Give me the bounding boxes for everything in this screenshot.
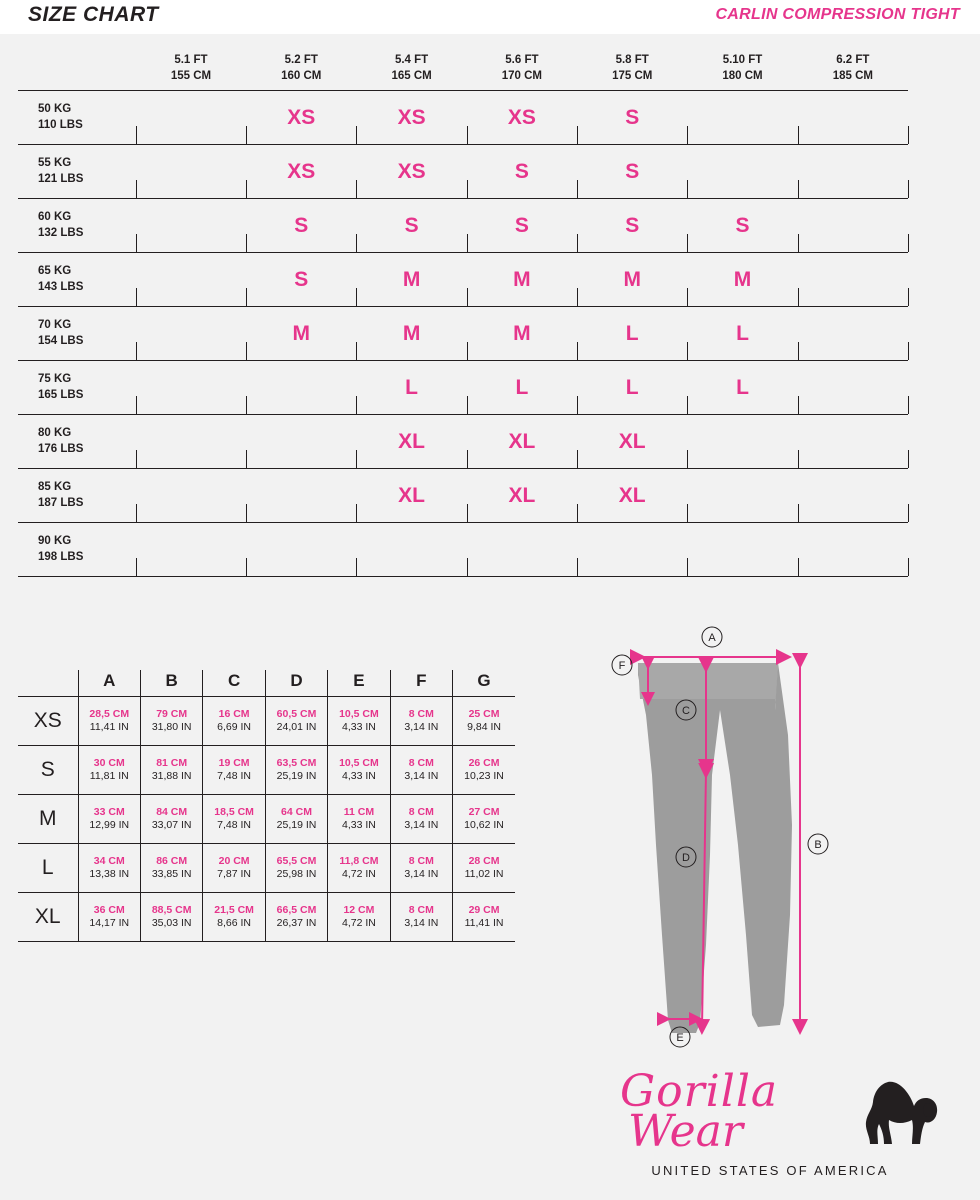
size-grid-body xyxy=(18,91,908,577)
size-grid-cell: M xyxy=(246,307,356,361)
measurement-inch: 11,81 IN xyxy=(89,770,129,782)
measurement-cell xyxy=(140,893,202,942)
size-grid-cell xyxy=(687,91,797,145)
measurement-cm: 18,5 CM xyxy=(214,805,254,818)
row-label-lbs: 165 LBS xyxy=(38,388,84,401)
measurement-body xyxy=(18,697,515,942)
size-grid-cell xyxy=(136,307,246,361)
size-grid-cell: S xyxy=(577,145,687,199)
column-header-feet: 5.8 FT xyxy=(615,54,649,66)
measurement-cell xyxy=(453,697,515,746)
size-grid-cell: L xyxy=(687,361,797,415)
measurement-cell xyxy=(453,844,515,893)
measurement-cm: 60,5 CM xyxy=(276,707,317,720)
measurement-column-header: G xyxy=(453,670,515,697)
measurement-inch: 10,23 IN xyxy=(464,770,504,782)
measurement-inch: 7,48 IN xyxy=(217,819,252,831)
measurement-cell xyxy=(203,893,265,942)
size-grid-cell: M xyxy=(356,307,466,361)
measurement-inch: 3,14 IN xyxy=(404,721,439,733)
size-grid-cell xyxy=(687,523,797,577)
table-row xyxy=(18,523,908,577)
measurement-cell xyxy=(390,697,452,746)
measurement-size-label: XL xyxy=(18,893,78,942)
diagram-label-A: A xyxy=(708,632,716,644)
measurement-cm: 29 CM xyxy=(468,903,500,916)
size-grid-column-header xyxy=(798,52,908,91)
column-header-feet: 5.2 FT xyxy=(284,54,318,66)
measurement-inch: 7,48 IN xyxy=(217,770,252,782)
row-label-lbs: 110 LBS xyxy=(38,118,83,131)
measurement-cm: 86 CM xyxy=(156,854,188,867)
measurement-cell xyxy=(203,746,265,795)
garment-diagram xyxy=(560,615,960,1075)
size-grid-cell xyxy=(798,523,908,577)
measurement-inch: 25,98 IN xyxy=(276,868,317,880)
measurement-cm: 88,5 CM xyxy=(151,903,192,916)
size-grid-cell: S xyxy=(246,253,356,307)
column-header-cm: 185 CM xyxy=(832,69,873,82)
row-label-lbs: 154 LBS xyxy=(38,334,84,347)
size-grid-cell: XS xyxy=(356,91,466,145)
measurement-inch: 11,02 IN xyxy=(464,868,504,880)
size-grid-row-label xyxy=(18,253,136,307)
size-grid-cell: XS xyxy=(246,145,356,199)
size-grid-cell xyxy=(798,253,908,307)
measurement-size-label: M xyxy=(18,795,78,844)
measurement-cell xyxy=(78,844,140,893)
size-grid-cell: XL xyxy=(577,415,687,469)
measurement-inch: 25,19 IN xyxy=(276,819,317,831)
size-grid-cell: XL xyxy=(577,469,687,523)
size-grid-cell xyxy=(798,199,908,253)
measurement-inch: 4,72 IN xyxy=(342,868,376,880)
measurement-inch: 11,41 IN xyxy=(89,721,129,733)
diagram-label-B: B xyxy=(814,839,822,851)
size-grid-cell: S xyxy=(577,199,687,253)
measurement-inch: 33,07 IN xyxy=(151,819,192,831)
size-grid-cell: M xyxy=(577,253,687,307)
measurement-cell xyxy=(140,844,202,893)
row-label-lbs: 121 LBS xyxy=(38,172,84,185)
grid-corner xyxy=(18,52,136,91)
measurement-column-header: C xyxy=(203,670,265,697)
size-grid-row-label xyxy=(18,361,136,415)
measurement-cm: 8 CM xyxy=(408,805,434,818)
logo-script-text xyxy=(620,1066,779,1158)
table-row xyxy=(18,415,908,469)
size-grid-cell: L xyxy=(577,361,687,415)
table-row xyxy=(18,361,908,415)
measurement-cm: 16 CM xyxy=(218,707,250,720)
measurement-table xyxy=(18,670,515,942)
measurement-cm: 27 CM xyxy=(468,805,500,818)
measurement-corner xyxy=(18,670,78,697)
size-grid-cell: XL xyxy=(356,469,466,523)
table-row xyxy=(18,697,515,746)
measurement-inch: 3,14 IN xyxy=(404,770,439,782)
measurement-cell xyxy=(390,795,452,844)
measurement-cm: 26 CM xyxy=(468,756,500,769)
size-grid-cell: S xyxy=(356,199,466,253)
size-grid-column-header xyxy=(577,52,687,91)
measurement-cm: 36 CM xyxy=(93,903,125,916)
product-name: CARLIN COMPRESSION TIGHT xyxy=(715,6,960,23)
measurement-cell xyxy=(328,746,390,795)
column-header-cm: 175 CM xyxy=(612,69,653,82)
size-grid-cell xyxy=(136,91,246,145)
size-grid-cell xyxy=(577,523,687,577)
size-grid-cell: XL xyxy=(467,415,577,469)
measurement-inch: 3,14 IN xyxy=(404,917,439,929)
measurement-inch: 3,14 IN xyxy=(404,868,439,880)
measurement-cm: 10,5 CM xyxy=(339,756,379,769)
table-row xyxy=(18,253,908,307)
measurement-inch: 6,69 IN xyxy=(217,721,252,733)
measurement-cell xyxy=(390,893,452,942)
measurement-cell xyxy=(140,697,202,746)
size-grid-cell xyxy=(798,145,908,199)
table-row xyxy=(18,199,908,253)
measurement-cm: 8 CM xyxy=(408,756,434,769)
column-header-feet: 5.4 FT xyxy=(394,54,429,66)
logo-line-2: Wear xyxy=(628,1106,743,1158)
size-grid-cell: XL xyxy=(467,469,577,523)
measurement-size-label: S xyxy=(18,746,78,795)
row-label-kg: 55 KG xyxy=(38,157,72,170)
size-grid-cell: M xyxy=(687,253,797,307)
measurement-cm: 28 CM xyxy=(468,854,500,867)
size-grid-cell xyxy=(687,415,797,469)
diagram-label-E: E xyxy=(676,1032,684,1044)
size-grid-cell xyxy=(136,199,246,253)
size-grid-cell xyxy=(467,523,577,577)
row-label-kg: 60 KG xyxy=(38,211,72,224)
row-label-kg: 85 KG xyxy=(38,481,72,494)
table-row xyxy=(18,91,908,145)
brand-logo xyxy=(620,1066,950,1182)
table-row xyxy=(18,795,515,844)
size-grid-cell xyxy=(246,469,356,523)
size-grid-cell xyxy=(136,145,246,199)
row-label-kg: 65 KG xyxy=(38,265,72,278)
size-grid-cell xyxy=(687,469,797,523)
measurement-column-header: B xyxy=(140,670,202,697)
measurement-cell xyxy=(453,893,515,942)
measurement-cm: 10,5 CM xyxy=(339,707,379,720)
measurement-cell xyxy=(78,795,140,844)
measurement-cell xyxy=(328,795,390,844)
diagram-label-F: F xyxy=(618,660,626,672)
table-row xyxy=(18,307,908,361)
measurement-cm: 25 CM xyxy=(468,707,500,720)
measurement-cm: 65,5 CM xyxy=(276,854,317,867)
measurement-cell xyxy=(390,844,452,893)
size-grid-cell: S xyxy=(577,91,687,145)
size-grid-column-header xyxy=(687,52,797,91)
size-grid-row-label xyxy=(18,469,136,523)
measurement-cm: 81 CM xyxy=(156,756,188,769)
column-header-cm: 180 CM xyxy=(722,69,763,82)
measurement-cell xyxy=(328,893,390,942)
measurement-inch: 12,99 IN xyxy=(89,819,130,831)
size-grid-cell xyxy=(136,469,246,523)
size-grid-cell xyxy=(136,523,246,577)
measurement-cell xyxy=(265,844,327,893)
row-label-lbs: 132 LBS xyxy=(38,226,84,239)
size-grid-cell xyxy=(246,415,356,469)
row-label-lbs: 143 LBS xyxy=(38,280,84,293)
measurement-cell xyxy=(140,746,202,795)
size-grid-cell xyxy=(136,253,246,307)
measurement-cm: 19 CM xyxy=(218,756,250,769)
table-row xyxy=(18,746,515,795)
measurement-head xyxy=(18,670,515,697)
measurement-inch: 9,84 IN xyxy=(467,721,501,733)
size-grid-cell: S xyxy=(246,199,356,253)
measurement-inch: 7,87 IN xyxy=(217,868,252,880)
size-grid-row-label xyxy=(18,199,136,253)
measurement-cm: 34 CM xyxy=(93,854,125,867)
measurement-inch: 4,33 IN xyxy=(342,770,376,782)
size-grid-cell xyxy=(136,415,246,469)
measurement-cm: 12 CM xyxy=(343,903,375,916)
table-row xyxy=(18,469,908,523)
measurement-column-header: E xyxy=(328,670,390,697)
size-grid-cell: XS xyxy=(467,91,577,145)
size-grid-cell: S xyxy=(687,199,797,253)
measurement-inch: 13,38 IN xyxy=(89,868,130,880)
measurement-cm: 79 CM xyxy=(156,707,188,720)
measurement-inch: 33,85 IN xyxy=(151,868,192,880)
size-grid-table xyxy=(18,52,908,577)
measurement-cm: 21,5 CM xyxy=(214,903,254,916)
measurement-inch: 10,62 IN xyxy=(464,819,504,831)
measurement-cell xyxy=(328,697,390,746)
measurement-cm: 63,5 CM xyxy=(276,756,317,769)
gorilla-icon xyxy=(858,1074,944,1157)
measurement-cell xyxy=(265,893,327,942)
page-header xyxy=(0,0,980,34)
measurement-cell xyxy=(78,893,140,942)
measurement-size-label: XS xyxy=(18,697,78,746)
measurement-inch: 31,88 IN xyxy=(151,770,192,782)
size-grid-column-header xyxy=(356,52,466,91)
measurement-cm: 8 CM xyxy=(408,903,434,916)
measurement-cm: 28,5 CM xyxy=(89,707,130,720)
size-grid-cell: XL xyxy=(356,415,466,469)
table-row xyxy=(18,844,515,893)
measurement-column-header: A xyxy=(78,670,140,697)
size-grid-row-label xyxy=(18,145,136,199)
row-label-lbs: 198 LBS xyxy=(38,550,84,563)
size-grid-cell: S xyxy=(467,199,577,253)
size-grid-cell xyxy=(798,91,908,145)
measurement-cm: 8 CM xyxy=(408,707,434,720)
size-grid-cell: L xyxy=(356,361,466,415)
measurement-cell xyxy=(265,697,327,746)
measurement-inch: 31,80 IN xyxy=(151,721,192,733)
row-label-kg: 50 KG xyxy=(38,103,72,116)
size-grid-cell xyxy=(246,361,356,415)
size-grid-cell: L xyxy=(467,361,577,415)
size-grid-column-header xyxy=(246,52,356,91)
measurement-inch: 4,33 IN xyxy=(342,721,376,733)
measurement-cell xyxy=(453,746,515,795)
measurement-inch: 14,17 IN xyxy=(89,917,130,929)
size-grid-cell xyxy=(798,361,908,415)
column-header-feet: 5.6 FT xyxy=(505,54,539,66)
measurement-cm: 84 CM xyxy=(156,805,188,818)
measurement-cm: 66,5 CM xyxy=(276,903,317,916)
size-grid-cell: L xyxy=(577,307,687,361)
size-grid-cell xyxy=(687,145,797,199)
size-grid-cell: XS xyxy=(356,145,466,199)
measurement-cell xyxy=(453,795,515,844)
size-grid-row-label xyxy=(18,91,136,145)
measurement-cell xyxy=(203,795,265,844)
size-grid-cell xyxy=(136,361,246,415)
size-grid-cell: M xyxy=(467,253,577,307)
measurement-cell xyxy=(203,697,265,746)
measurement-cm: 8 CM xyxy=(408,854,434,867)
logo-tagline: UNITED STATES OF AMERICA xyxy=(651,1163,889,1178)
measurement-column-header: F xyxy=(390,670,452,697)
size-grid-row-label xyxy=(18,415,136,469)
size-grid-row-label xyxy=(18,307,136,361)
measurement-cell xyxy=(328,844,390,893)
measurement-column-header: D xyxy=(265,670,327,697)
size-grid-cell: S xyxy=(467,145,577,199)
measurement-cell xyxy=(140,795,202,844)
measurement-cm: 30 CM xyxy=(93,756,125,769)
column-header-cm: 155 CM xyxy=(170,69,212,82)
diagram-label-D: D xyxy=(682,852,690,864)
measurement-cell xyxy=(390,746,452,795)
row-label-kg: 80 KG xyxy=(38,427,72,440)
size-grid-cell: M xyxy=(356,253,466,307)
measurement-cell xyxy=(78,697,140,746)
measurement-cm: 11,8 CM xyxy=(339,854,379,867)
size-grid-head xyxy=(18,52,908,91)
measurement-inch: 35,03 IN xyxy=(151,917,192,929)
column-header-feet: 6.2 FT xyxy=(836,54,870,66)
table-row xyxy=(18,893,515,942)
row-label-lbs: 187 LBS xyxy=(38,496,84,509)
measurement-cm: 11 CM xyxy=(343,805,375,818)
column-header-cm: 160 CM xyxy=(281,69,322,82)
measurement-inch: 8,66 IN xyxy=(217,917,252,929)
size-grid-cell: M xyxy=(467,307,577,361)
row-label-kg: 75 KG xyxy=(38,373,72,386)
size-grid-cell xyxy=(798,469,908,523)
size-grid-section xyxy=(0,52,980,577)
measurement-size-label: L xyxy=(18,844,78,893)
row-label-kg: 90 KG xyxy=(38,535,72,548)
row-label-lbs: 176 LBS xyxy=(38,442,84,455)
size-grid-cell xyxy=(798,307,908,361)
column-header-cm: 170 CM xyxy=(501,69,543,82)
measurement-cell xyxy=(265,746,327,795)
column-header-feet: 5.10 FT xyxy=(722,54,763,66)
tights-silhouette xyxy=(638,663,792,1033)
page-title: SIZE CHART xyxy=(28,3,159,26)
measurement-cm: 64 CM xyxy=(281,805,312,818)
measurement-inch: 3,14 IN xyxy=(404,819,439,831)
measurement-section xyxy=(18,670,518,942)
measurement-cell xyxy=(265,795,327,844)
size-grid-cell: L xyxy=(687,307,797,361)
column-header-cm: 165 CM xyxy=(391,69,432,82)
measurement-inch: 24,01 IN xyxy=(276,721,317,733)
logo-line-1: Gorilla xyxy=(620,1066,779,1117)
row-label-kg: 70 KG xyxy=(38,319,72,332)
measurement-cell xyxy=(203,844,265,893)
diagram-label-C: C xyxy=(682,705,690,717)
measurement-inch: 4,33 IN xyxy=(342,819,376,831)
measurement-cell xyxy=(78,746,140,795)
size-grid-cell xyxy=(798,415,908,469)
measurement-inch: 11,41 IN xyxy=(464,917,504,929)
size-grid-column-header xyxy=(467,52,577,91)
measurement-cm: 33 CM xyxy=(93,805,125,818)
size-grid-cell: XS xyxy=(246,91,356,145)
measurement-inch: 4,72 IN xyxy=(342,917,376,929)
size-grid-row-label xyxy=(18,523,136,577)
measurement-cm: 20 CM xyxy=(218,854,250,867)
size-grid-column-header xyxy=(136,52,246,91)
table-row xyxy=(18,145,908,199)
size-grid-cell xyxy=(356,523,466,577)
size-grid-cell xyxy=(246,523,356,577)
measurement-inch: 26,37 IN xyxy=(276,917,317,929)
column-header-feet: 5.1 FT xyxy=(174,54,208,66)
measurement-inch: 25,19 IN xyxy=(276,770,317,782)
